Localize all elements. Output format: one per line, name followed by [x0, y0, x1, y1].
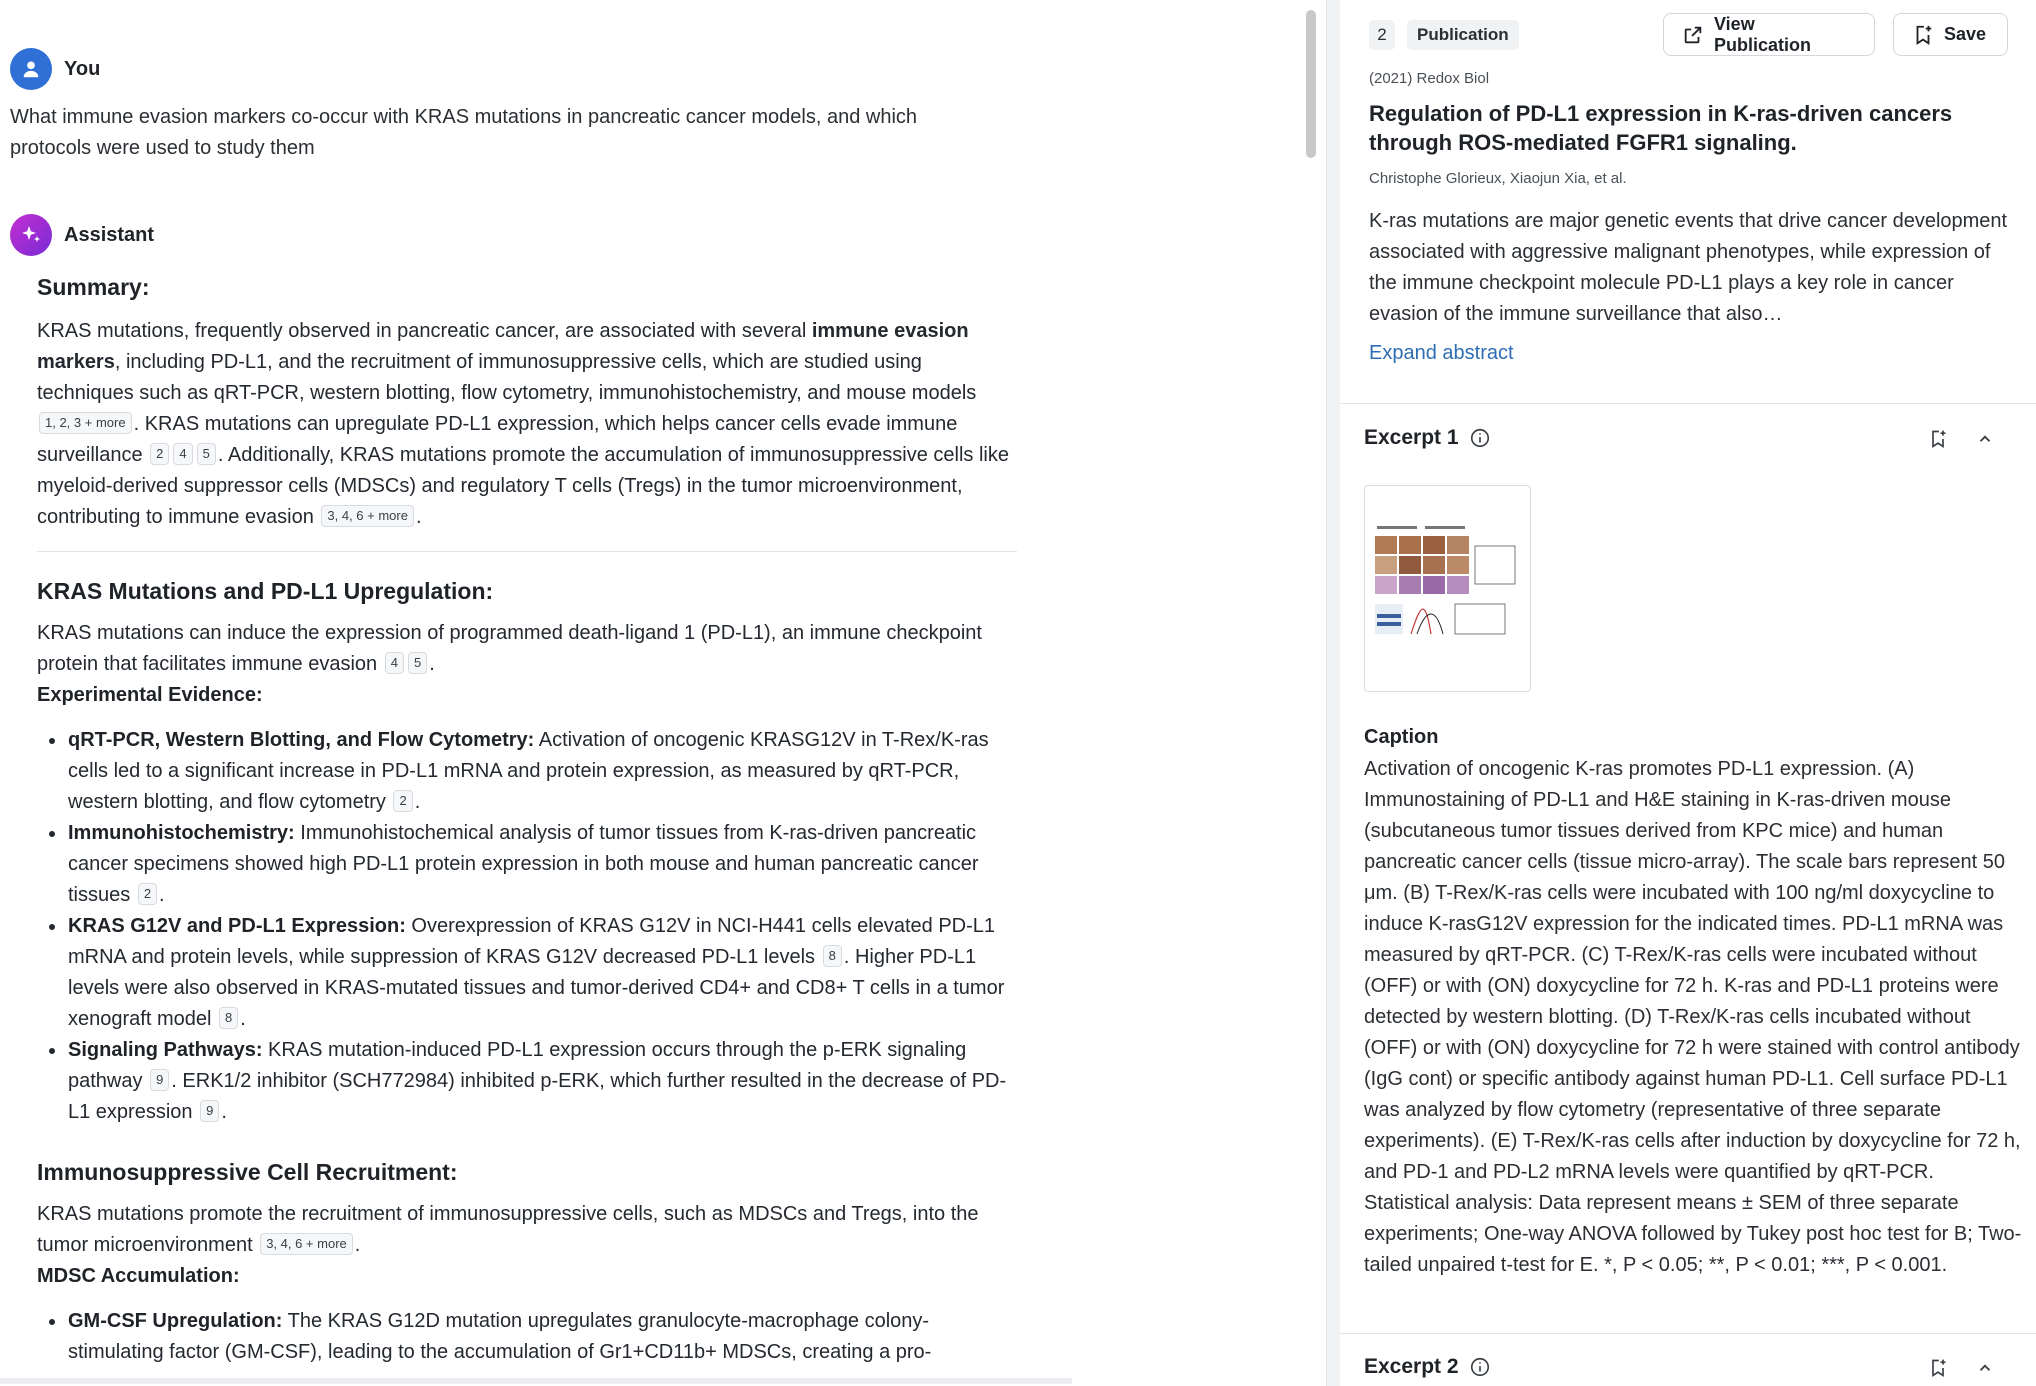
- user-name: You: [64, 57, 101, 80]
- bullet-bold: Immunohistochemistry:: [68, 822, 295, 844]
- list-item: [37, 1306, 1017, 1368]
- excerpt-title: Excerpt 1: [1364, 426, 1459, 449]
- publication-index-badge: 2: [1369, 20, 1395, 50]
- excerpt-title: Excerpt 2: [1364, 1355, 1459, 1378]
- chat-scrollbar[interactable]: [1304, 6, 1318, 1376]
- caption-text: Activation of oncogenic K-ras promotes PD-L1 expression. (A) Immunostaining of PD-L1 and H&E staining in K-ras-driven mouse (subcutaneous tumor tissues derived from KPC mice) and human pancreatic cancer cells (tissue micro-array). The scale bars represent 50 μm. (B) T-Rex/K-ras cells were incubated with 100 ng/ml doxycycline to induce K-rasG12V expression for the indicated times. PD-L1 mRNA was measured by qRT-PCR. (C) T-Rex/K-ras cells were incubated without (OFF) or with (ON) doxycycline for 72 h. K-ras and PD-L1 proteins were detected by western blotting. (D) T-Rex/K-ras cells incubated without (OFF) or with (ON) doxycycline for 72 h were stained with control antibody (IgG cont) or specific antibody against human PD-L1. Cell surface PD-L1 was analyzed by flow cytometry (representative of three separate experiments). (E) T-Rex/K-ras cells after induction by doxycycline for 72 h, and PD-1 and PD-L2 mRNA levels were quantified by qRT-PCR. Statistical analysis: Data represent means ± SEM of three separate experiments; One-way ANOVA followed by Tukey post hoc test for B; Two-tailed unpaired t-test for E. *, P < 0.05; **, P < 0.01; ***, P < 0.001.: [1364, 758, 2022, 1276]
- list-item: [37, 818, 1017, 911]
- summary-text-a: KRAS mutations, frequently observed in pancreatic cancer, are associated with several: [37, 320, 812, 342]
- bullet-text: The KRAS G12D mutation upregulates granulocyte-macrophage colony-stimulating factor (GM-CSF), leading to the accumulation of Gr1+CD11b+ MDSCs, creating a pro-: [68, 1310, 932, 1363]
- user-avatar: [10, 48, 52, 90]
- user-icon: [20, 58, 42, 80]
- bullet-text: Immunohistochemical analysis of tumor tissues from K-ras-driven pancreatic cancer specimens showed high PD-L1 protein expression in both mouse and human pancreatic cancer tissues: [68, 822, 979, 906]
- publication-abstract: K-ras mutations are major genetic events that drive cancer development associated with aggressive malignant phenotypes, while expression of the immune checkpoint molecule PD-L1 plays a key role in cancer evasion of the immune surveillance that also…: [1369, 210, 2008, 325]
- section-pdl1-text-a: KRAS mutations can induce the expression of programmed death-ligand 1 (PD-L1), an immune checkpoint protein that facilitates immune evasion: [37, 622, 982, 675]
- citation-chip[interactable]: 4: [385, 652, 404, 674]
- bullet-bold: Signaling Pathways:: [68, 1039, 263, 1061]
- bullet-text-2: . Higher PD-L1 levels were also observed in KRAS-mutated tissues and tumor-derived CD4+ and CD8+ T cells in a tumor xenograft model: [68, 946, 1005, 1030]
- section-recruitment-text-a: KRAS mutations promote the recruitment of immunosuppressive cells, such as MDSCs and Tregs, into the tumor microenvironment: [37, 1203, 979, 1256]
- bullet-text: KRAS mutation-induced PD-L1 expression occurs through the p-ERK signaling pathway: [68, 1039, 967, 1092]
- mdsc-accumulation-heading: MDSC Accumulation:: [37, 1265, 240, 1287]
- citation-chip[interactable]: 2: [150, 443, 169, 465]
- experimental-evidence-heading: Experimental Evidence:: [37, 684, 263, 706]
- save-button[interactable]: [1893, 13, 2008, 56]
- section-title-pdl1: KRAS Mutations and PD-L1 Upregulation:: [37, 578, 494, 604]
- excerpt-actions: [1928, 1357, 1994, 1379]
- section-recruitment-text-b: .: [354, 1234, 361, 1256]
- list-item: [37, 725, 1017, 818]
- figure-thumbnail-image: [1365, 486, 1530, 691]
- excerpt-actions: [1928, 428, 1994, 450]
- section-pdl1-paragraph: [37, 618, 1017, 680]
- bookmark-add-icon[interactable]: [1928, 1357, 1948, 1379]
- bookmark-add-icon[interactable]: [1928, 428, 1948, 450]
- summary-text-e: .: [415, 506, 422, 528]
- citation-chip[interactable]: 8: [219, 1007, 238, 1029]
- evidence-list: [37, 725, 1017, 1128]
- summary-paragraph: [37, 316, 1017, 533]
- expand-abstract-link[interactable]: Expand abstract: [1369, 342, 1514, 364]
- publication-title[interactable]: Regulation of PD-L1 expression in K-ras-driven cancers through ROS-mediated FGFR1 signaling.: [1369, 101, 1953, 155]
- list-item: [37, 911, 1017, 1035]
- citation-chip[interactable]: 3, 4, 6 + more: [260, 1233, 353, 1255]
- assistant-answer: [37, 270, 1017, 1368]
- user-message-header: [10, 48, 100, 90]
- excerpt-header: [1364, 1355, 1491, 1379]
- bookmark-add-icon: [1912, 24, 1934, 46]
- citation-chip[interactable]: 4: [173, 443, 192, 465]
- summary-text-c: . KRAS mutations can upregulate PD-L1 expression, which helps cancer cells evade immune surveillance: [37, 413, 958, 466]
- bullet-tail: .: [240, 1008, 246, 1030]
- view-publication-button[interactable]: [1663, 13, 1875, 56]
- section-pdl1-text-b: .: [429, 653, 435, 675]
- sparkle-icon: [19, 223, 43, 247]
- citation-chip[interactable]: 8: [823, 945, 842, 967]
- citation-chip[interactable]: 1, 2, 3 + more: [39, 412, 132, 434]
- summary-text-d: . Additionally, KRAS mutations promote the accumulation of immunosuppressive cells like myeloid-derived suppressor cells (MDSCs) and regulatory T cells (Tregs) in the tumor microenvironment, contributing to immune evasion: [37, 444, 1009, 528]
- info-icon[interactable]: [1469, 1356, 1491, 1378]
- user-question: What immune evasion markers co-occur with KRAS mutations in pancreatic cancer models, and which protocols were used to study them: [10, 106, 918, 159]
- citation-chip[interactable]: 9: [150, 1069, 169, 1091]
- mdsc-list: [37, 1306, 1017, 1368]
- assistant-message-header: [10, 214, 154, 256]
- citation-chip[interactable]: 5: [197, 443, 216, 465]
- bullet-tail: .: [221, 1101, 227, 1123]
- section-recruitment-paragraph: [37, 1199, 1017, 1261]
- caption-label: Caption: [1364, 726, 1439, 748]
- external-link-icon: [1682, 24, 1704, 46]
- citation-chip[interactable]: 3, 4, 6 + more: [321, 505, 414, 527]
- summary-title: Summary:: [37, 274, 150, 300]
- bullet-tail: .: [414, 791, 421, 813]
- horizontal-scrollbar[interactable]: [0, 1378, 1072, 1384]
- publication-meta: (2021) Redox Biol: [1369, 70, 1490, 87]
- section-divider: [37, 551, 1017, 552]
- bullet-bold: GM-CSF Upregulation:: [68, 1310, 283, 1332]
- publication-detail-pane[interactable]: [1340, 0, 2036, 1386]
- bullet-text: Activation of oncogenic KRASG12V in T-Rex/K-ras cells led to a significant increase in PD-L1 mRNA and protein expression, as measured by qRT-PCR, western blotting, and flow cytometry: [68, 729, 989, 813]
- citation-chip[interactable]: 9: [200, 1100, 219, 1122]
- scrollbar-thumb[interactable]: [1306, 10, 1316, 158]
- citation-chip[interactable]: 2: [393, 790, 412, 812]
- chevron-up-icon[interactable]: [1976, 430, 1994, 448]
- assistant-name: Assistant: [64, 223, 155, 246]
- assistant-avatar: [10, 214, 52, 256]
- bullet-text: Overexpression of KRAS G12V in NCI-H441 cells elevated PD-L1 mRNA and protein levels, while suppression of KRAS G12V decreased PD-L1 levels: [68, 915, 996, 968]
- summary-text-bold: immune evasion markers: [37, 320, 969, 373]
- citation-chip[interactable]: 2: [138, 883, 157, 905]
- save-label: Save: [1944, 24, 1987, 44]
- publication-authors: Christophe Glorieux, Xiaojun Xia, et al.: [1369, 170, 1627, 187]
- publication-header: [1340, 0, 2036, 404]
- chevron-up-icon[interactable]: [1976, 1359, 1994, 1377]
- bullet-bold: KRAS G12V and PD-L1 Expression:: [68, 915, 406, 937]
- summary-text-b: , including PD-L1, and the recruitment of immunosuppressive cells, which are studied using techniques such as qRT-PCR, western blotting, flow cytometry, immunohistochemistry, and mouse models: [37, 351, 977, 404]
- figure-thumbnail[interactable]: [1364, 485, 1531, 692]
- excerpt-divider: [1340, 1333, 2036, 1334]
- publication-type-badge: Publication: [1407, 20, 1519, 50]
- bullet-bold: qRT-PCR, Western Blotting, and Flow Cytometry:: [68, 729, 535, 751]
- excerpt-header: [1364, 426, 1491, 450]
- bullet-tail: .: [159, 884, 165, 906]
- list-item: [37, 1035, 1017, 1128]
- info-icon[interactable]: [1469, 427, 1491, 449]
- citation-chip[interactable]: 5: [408, 652, 427, 674]
- view-publication-label: View Publication: [1714, 13, 1812, 55]
- bullet-text-2: . ERK1/2 inhibitor (SCH772984) inhibited p-ERK, which further resulted in the decrease of PD-L1 expression: [68, 1070, 1007, 1123]
- section-title-recruitment: Immunosuppressive Cell Recruitment:: [37, 1159, 458, 1185]
- pane-divider[interactable]: [1326, 0, 1340, 1386]
